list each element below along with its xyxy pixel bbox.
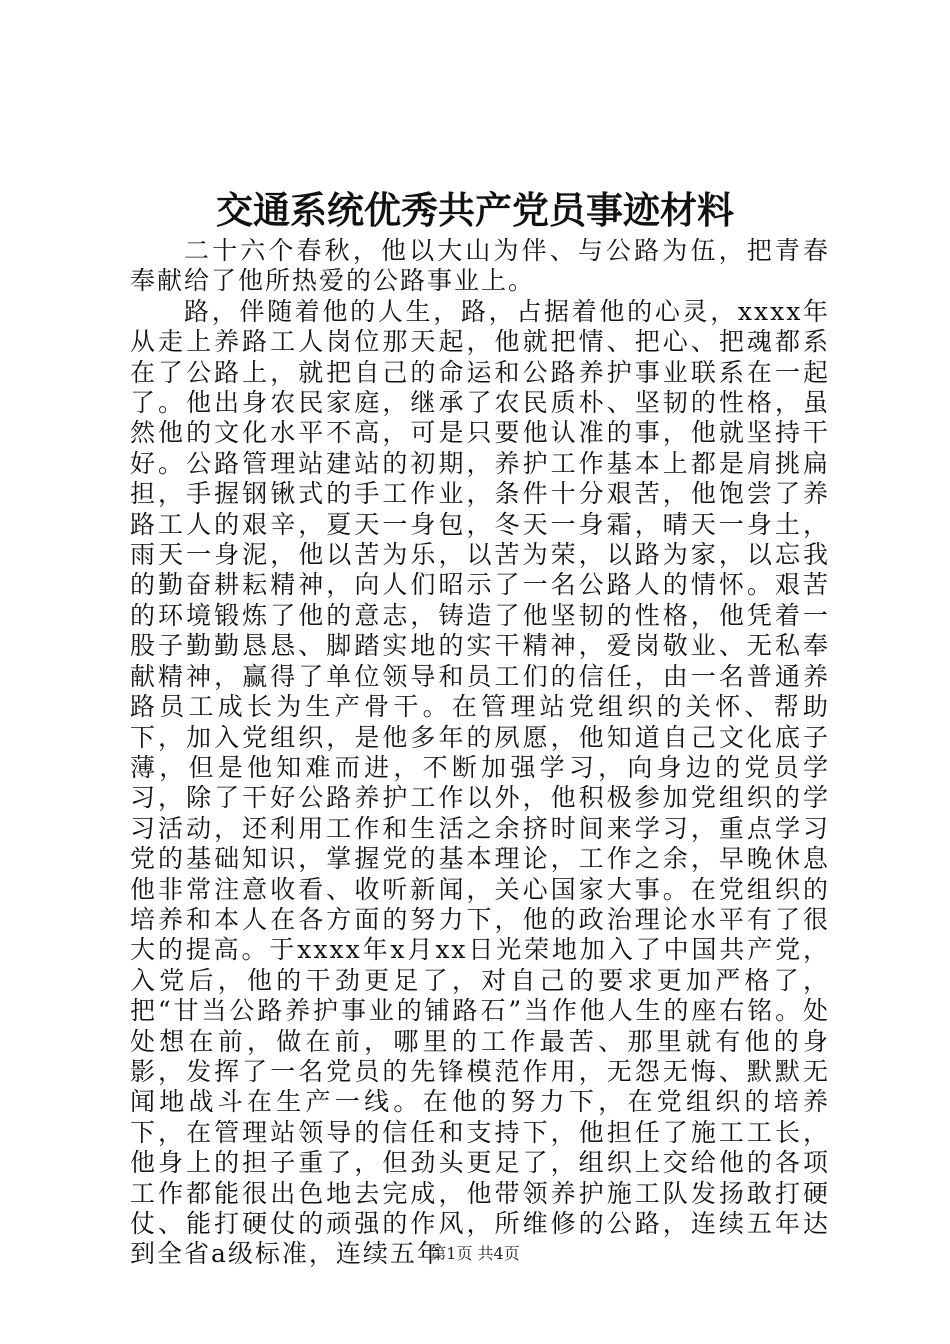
page-number-footer: 第1页 共4页 xyxy=(430,1244,520,1263)
paragraph-intro: 二十六个春秋，他以大山为伴、与公路为伍，把青春奉献给了他所热爱的公路事业上。 xyxy=(130,236,830,296)
document-title: 交通系统优秀共产党员事迹材料 xyxy=(216,188,734,232)
document-body xyxy=(130,236,830,1270)
paragraph-main: 路，伴随着他的人生，路，占据着他的心灵，xxxx年从走上养路工人岗位那天起，他就把情、把心、把魂都系在了公路上，就把自己的命运和公路养护事业联系在一起了。他出身农民家庭，继承了农民质朴、坚韧的性格，虽然他的文化水平不高，可是只要他认准的事，他就坚持干好。公路管理站建站的初期，养护工作基本上都是肩挑扁担，手握钢锹式的手工作业，条件十分艰苦，他饱尝了养路工人的艰辛，夏天一身包，冬天一身霜，晴天一身土，雨天一身泥，他以苦为乐，以苦为荣，以路为家，以忘我的勤奋耕耘精神，向人们昭示了一名公路人的情怀。艰苦的环境锻炼了他的意志，铸造了他坚韧的性格，他凭着一股子勤勤恳恳、脚踏实地的实干精神，爱岗敬业、无私奉献精神，赢得了单位领导和员工们的信任，由一名普通养路员工成长为生产骨干。在管理站党组织的关怀、帮助下，加入党组织，是他多年的夙愿，他知道自己文化底子薄，但是他知难而进，不断加强学习，向身边的党员学习，除了干好公路养护工作以外，他积极参加党组织的学习活动，还利用工作和生活之余挤时间来学习，重点学习党的基础知识，掌握党的基本理论，工作之余，早晚休息他非常注意收看、收听新闻，关心国家大事。在党组织的培养和本人在各方面的努力下，他的政治理论水平有了很大的提高。于xxxx年x月xx日光荣地加入了中国共产党，入党后，他的干劲更足了，对自己的要求更加严格了，把“甘当公路养护事业的铺路石”当作他人生的座右铭。处处想在前，做在前，哪里的工作最苦、那里就有他的身影，发挥了一名党员的先锋模范作用，无怨无悔、默默无闻地战斗在生产一线。在他的努力下，在党组织的培养下，在管理站领导的信任和支持下，他担任了施工工长，他身上的担子重了，但劲头更足了，组织上交给他的各项工作都能很出色地去完成，他带领养护施工队发扬敢打硬仗、能打硬仗的顽强的作风，所维修的公路，连续五年达到全省a级标准，连续五年 xyxy=(130,296,830,1269)
